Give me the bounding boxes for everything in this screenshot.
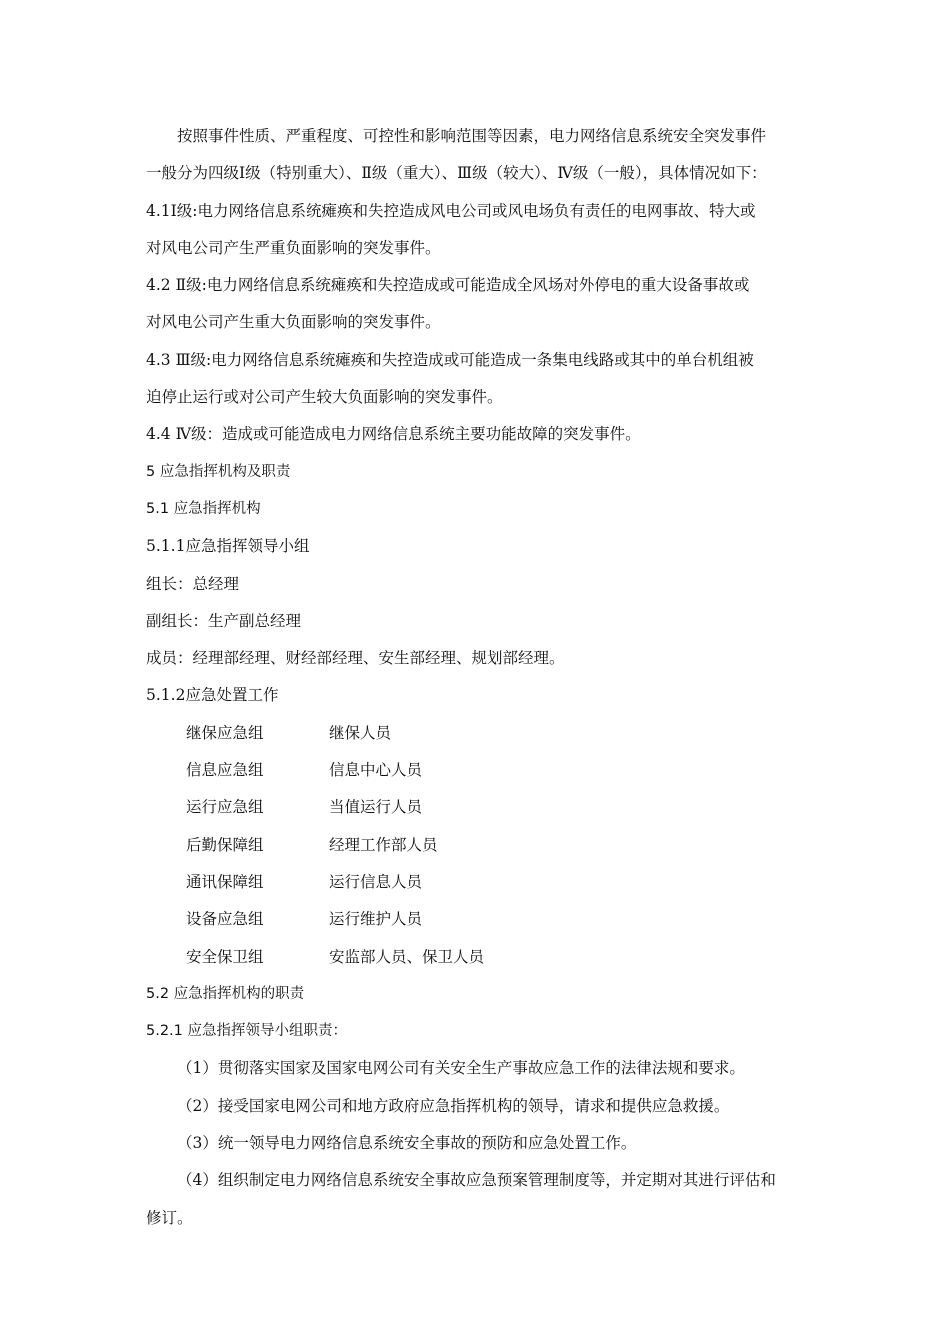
paragraph-line: 按照事件性质、严重程度、可控性和影响范围等因素，电力网络信息系统安全突发事件 [177,127,767,145]
duty-item: （1）贯彻落实国家及国家电网公司有关安全生产事故应急工作的法律法规和要求。 [177,1059,745,1078]
paragraph-line: 对风电公司产生严重负面影响的突发事件。 [146,238,441,257]
paragraph-line: 迫停止运行或对公司产生较大负面影响的突发事件。 [146,388,503,407]
team-row [146,901,810,938]
team-staff: 经理工作部人员 [329,835,438,854]
team-row [146,939,810,976]
paragraph-line: 4.3 Ⅲ级:电力网络信息系统瘫痪和失控造成或可能造成一条集电线路或其中的单台机组被 [146,350,754,369]
section-heading-5-2-1: 5.2.1 应急指挥领导小组职责： [146,1023,348,1040]
team-staff: 运行信息人员 [329,872,423,891]
paragraph-line: 4.1Ⅰ级:电力网络信息系统瘫痪和失控造成风电公司或风电场负有责任的电网事故、特大或 [146,201,756,220]
team-name: 后勤保障组 [186,835,264,854]
team-name: 通讯保障组 [186,872,264,891]
paragraph-line: 一般分为四级Ⅰ级（特别重大）、Ⅱ级（重大）、Ⅲ级（较大）、Ⅳ级（一般），具体情况如下： [146,164,767,183]
vice-leader-line: 副组长：生产副总经理 [146,611,302,630]
team-staff: 安监部人员、保卫人员 [329,947,485,966]
duty-item: （2）接受国家电网公司和地方政府应急指挥机构的领导，请求和提供应急救援。 [177,1096,730,1115]
team-staff: 信息中心人员 [329,761,423,780]
duty-item: （4）组织制定电力网络信息系统安全事故应急预案管理制度等，并定期对其进行评估和 [177,1171,776,1190]
leader-line: 组长：总经理 [146,574,240,593]
team-row [146,827,810,864]
duty-item: （3）统一领导电力网络信息系统安全事故的预防和应急处置工作。 [177,1134,637,1153]
team-name: 继保应急组 [186,723,264,742]
members-line: 成员：经理部经理、财经部经理、安生部经理、规划部经理。 [146,649,565,668]
paragraph-line: 对风电公司产生重大负面影响的突发事件。 [146,313,441,332]
team-name: 设备应急组 [186,910,264,929]
paragraph-line: 4.4 Ⅳ级：造成或可能造成电力网络信息系统主要功能故障的突发事件。 [146,425,641,444]
team-staff: 运行维护人员 [329,910,423,929]
paragraph-line: 4.2 Ⅱ级:电力网络信息系统瘫痪和失控造成或可能造成全风场对外停电的重大设备事故或 [146,276,750,295]
team-row [146,789,810,826]
duty-item-continuation: 修订。 [146,1208,193,1227]
team-name: 运行应急组 [186,798,264,817]
document-body [146,118,810,1237]
section-heading-5: 5 应急指挥机构及职责 [146,463,291,480]
subsection-5-1-2: 5.1.2应急处置工作 [146,686,279,705]
team-row [146,715,810,752]
team-row [146,752,810,789]
section-heading-5-1: 5.1 应急指挥机构 [146,500,261,517]
team-staff: 当值运行人员 [329,798,423,817]
team-row [146,864,810,901]
subsection-5-1-1: 5.1.1应急指挥领导小组 [146,537,310,556]
section-heading-5-2: 5.2 应急指挥机构的职责 [146,985,305,1002]
team-name: 信息应急组 [186,761,264,780]
team-name: 安全保卫组 [186,947,264,966]
team-staff: 继保人员 [329,723,392,742]
